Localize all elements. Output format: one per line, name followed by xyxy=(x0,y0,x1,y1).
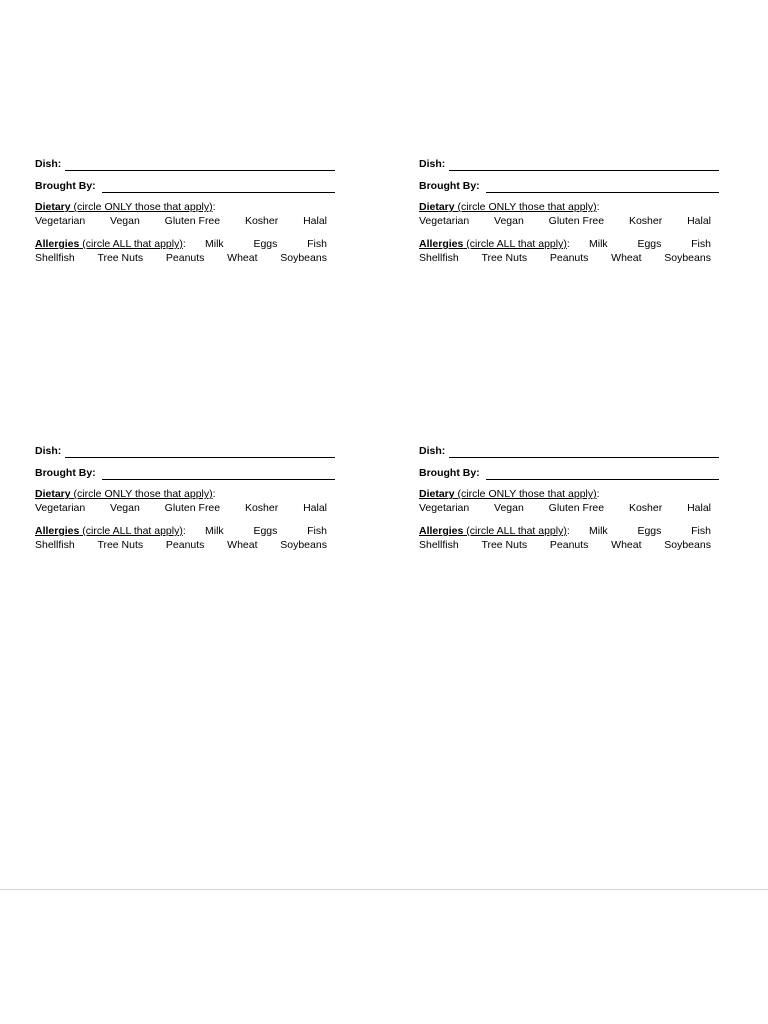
dish-blank-line[interactable] xyxy=(65,447,335,458)
brought-by-label: Brought By: xyxy=(419,180,480,193)
allergy-options-line1 xyxy=(589,238,711,252)
dietary-options xyxy=(419,215,719,229)
dietary-note: (circle ONLY those that apply) xyxy=(454,201,597,213)
allergies-heading-row xyxy=(419,525,719,539)
allergies-heading xyxy=(35,238,186,252)
dietary-option[interactable]: Halal xyxy=(303,502,327,514)
allergy-option[interactable]: Wheat xyxy=(611,539,642,551)
dietary-colon: : xyxy=(212,201,216,213)
brought-by-label: Brought By: xyxy=(419,467,480,480)
dietary-section xyxy=(35,201,335,229)
allergies-section xyxy=(419,525,719,553)
dietary-options xyxy=(35,502,335,516)
dietary-option[interactable]: Halal xyxy=(687,215,711,227)
dish-label: Dish: xyxy=(419,445,446,458)
dietary-options xyxy=(35,215,335,229)
dietary-option[interactable]: Halal xyxy=(687,502,711,514)
allergies-colon: : xyxy=(182,238,186,250)
allergies-note: (circle ALL that apply) xyxy=(79,525,183,537)
allergies-colon: : xyxy=(566,238,570,250)
dish-field xyxy=(35,444,335,458)
allergies-title: Allergies xyxy=(35,238,80,250)
dish-label-card-tl xyxy=(35,157,335,266)
dietary-option[interactable]: Vegetarian xyxy=(419,502,470,514)
allergy-option[interactable]: Peanuts xyxy=(549,539,589,551)
allergy-option[interactable]: Shellfish xyxy=(419,539,459,551)
allergy-option[interactable]: Peanuts xyxy=(549,252,589,264)
allergies-colon: : xyxy=(566,525,570,537)
dietary-title: Dietary xyxy=(419,201,455,213)
allergy-option[interactable]: Wheat xyxy=(227,539,258,551)
dietary-title: Dietary xyxy=(35,488,71,500)
allergies-colon: : xyxy=(182,525,186,537)
dish-blank-line[interactable] xyxy=(449,160,719,171)
allergy-option[interactable]: Fish xyxy=(307,238,327,250)
allergy-option[interactable]: Tree Nuts xyxy=(97,539,144,551)
allergy-option[interactable]: Shellfish xyxy=(419,252,459,264)
dish-field xyxy=(35,157,335,171)
allergy-option[interactable]: Soybeans xyxy=(664,539,711,551)
allergy-options-line2 xyxy=(419,252,719,266)
brought-by-field xyxy=(419,179,719,193)
dietary-option[interactable]: Gluten Free xyxy=(548,502,605,514)
allergies-section xyxy=(35,238,335,266)
brought-by-blank-line[interactable] xyxy=(102,182,335,193)
dietary-note: (circle ONLY those that apply) xyxy=(70,488,213,500)
allergies-section xyxy=(419,238,719,266)
allergy-option[interactable]: Tree Nuts xyxy=(97,252,144,264)
allergy-option[interactable]: Fish xyxy=(307,525,327,537)
dietary-heading xyxy=(35,201,335,215)
allergy-option[interactable]: Fish xyxy=(691,238,711,250)
allergy-option[interactable]: Milk xyxy=(589,238,608,250)
dietary-option[interactable]: Gluten Free xyxy=(164,215,221,227)
dietary-section xyxy=(419,201,719,229)
dish-field xyxy=(419,444,719,458)
dish-label: Dish: xyxy=(35,445,62,458)
dish-label-card-tr xyxy=(419,157,719,266)
dietary-title: Dietary xyxy=(35,201,71,213)
dietary-option[interactable]: Halal xyxy=(303,215,327,227)
allergy-option[interactable]: Eggs xyxy=(253,525,278,537)
dish-blank-line[interactable] xyxy=(449,447,719,458)
dietary-option[interactable]: Kosher xyxy=(628,502,663,514)
allergy-option[interactable]: Milk xyxy=(205,525,224,537)
allergy-options-line1 xyxy=(205,525,327,539)
dietary-heading xyxy=(419,488,719,502)
dietary-colon: : xyxy=(596,488,600,500)
allergies-heading xyxy=(419,525,570,539)
allergies-title: Allergies xyxy=(35,525,80,537)
allergy-option[interactable]: Wheat xyxy=(611,252,642,264)
allergy-options-line2 xyxy=(419,539,719,553)
dietary-heading xyxy=(35,488,335,502)
allergies-heading xyxy=(35,525,186,539)
allergy-option[interactable]: Milk xyxy=(205,238,224,250)
brought-by-field xyxy=(35,466,335,480)
allergy-option[interactable]: Milk xyxy=(589,525,608,537)
dietary-option[interactable]: Vegan xyxy=(110,215,140,227)
allergies-section xyxy=(35,525,335,553)
allergy-option[interactable]: Soybeans xyxy=(280,252,327,264)
allergies-heading-row xyxy=(35,238,335,252)
allergy-options-line2 xyxy=(35,252,335,266)
dietary-option[interactable]: Vegetarian xyxy=(419,215,470,227)
allergies-note: (circle ALL that apply) xyxy=(463,525,567,537)
allergy-option[interactable]: Fish xyxy=(691,525,711,537)
allergy-option[interactable]: Wheat xyxy=(227,252,258,264)
allergies-note: (circle ALL that apply) xyxy=(79,238,183,250)
dietary-colon: : xyxy=(596,201,600,213)
allergy-option[interactable]: Tree Nuts xyxy=(481,252,528,264)
brought-by-blank-line[interactable] xyxy=(486,182,719,193)
allergy-options-line1 xyxy=(205,238,327,252)
dietary-heading xyxy=(419,201,719,215)
page-divider xyxy=(0,889,768,890)
allergies-title: Allergies xyxy=(419,525,464,537)
allergy-option[interactable]: Eggs xyxy=(637,238,662,250)
allergies-heading-row xyxy=(35,525,335,539)
dietary-section xyxy=(419,488,719,516)
allergy-option[interactable]: Shellfish xyxy=(35,252,75,264)
dish-label: Dish: xyxy=(35,158,62,171)
dish-blank-line[interactable] xyxy=(65,160,335,171)
allergy-option[interactable]: Soybeans xyxy=(664,252,711,264)
allergy-option[interactable]: Tree Nuts xyxy=(481,539,528,551)
dietary-colon: : xyxy=(212,488,216,500)
dietary-note: (circle ONLY those that apply) xyxy=(70,201,213,213)
dietary-option[interactable]: Vegan xyxy=(110,502,140,514)
allergy-option[interactable]: Eggs xyxy=(253,238,278,250)
brought-by-label: Brought By: xyxy=(35,180,96,193)
dietary-option[interactable]: Vegetarian xyxy=(35,215,86,227)
brought-by-label: Brought By: xyxy=(35,467,96,480)
brought-by-blank-line[interactable] xyxy=(486,469,719,480)
dish-label-card-bl xyxy=(35,444,335,553)
dish-label: Dish: xyxy=(419,158,446,171)
allergies-note: (circle ALL that apply) xyxy=(463,238,567,250)
allergies-heading xyxy=(419,238,570,252)
brought-by-field xyxy=(35,179,335,193)
dietary-section xyxy=(35,488,335,516)
dietary-options xyxy=(419,502,719,516)
allergy-options-line1 xyxy=(589,525,711,539)
dietary-option[interactable]: Kosher xyxy=(244,215,279,227)
allergy-option[interactable]: Eggs xyxy=(637,525,662,537)
dietary-option[interactable]: Vegetarian xyxy=(35,502,86,514)
dietary-note: (circle ONLY those that apply) xyxy=(454,488,597,500)
dish-label-card-br xyxy=(419,444,719,553)
allergy-option[interactable]: Peanuts xyxy=(165,252,205,264)
brought-by-field xyxy=(419,466,719,480)
dietary-option[interactable]: Gluten Free xyxy=(164,502,221,514)
allergies-heading-row xyxy=(419,238,719,252)
brought-by-blank-line[interactable] xyxy=(102,469,335,480)
dietary-option[interactable]: Vegan xyxy=(494,215,524,227)
allergy-options-line2 xyxy=(35,539,335,553)
dietary-title: Dietary xyxy=(419,488,455,500)
dietary-option[interactable]: Vegan xyxy=(494,502,524,514)
dietary-option[interactable]: Kosher xyxy=(244,502,279,514)
allergy-option[interactable]: Soybeans xyxy=(280,539,327,551)
allergies-title: Allergies xyxy=(419,238,464,250)
dish-field xyxy=(419,157,719,171)
dietary-option[interactable]: Kosher xyxy=(628,215,663,227)
allergy-option[interactable]: Shellfish xyxy=(35,539,75,551)
dietary-option[interactable]: Gluten Free xyxy=(548,215,605,227)
allergy-option[interactable]: Peanuts xyxy=(165,539,205,551)
